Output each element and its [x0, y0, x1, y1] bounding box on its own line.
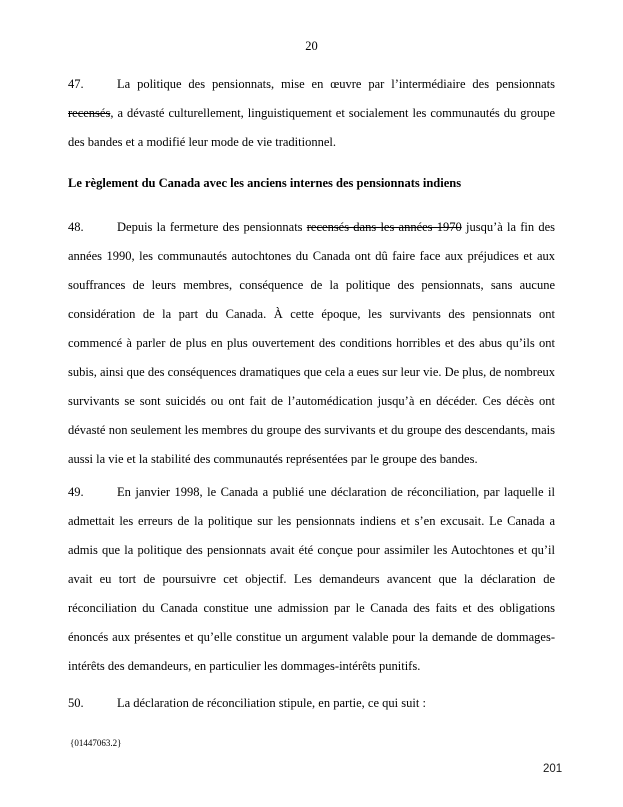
- paragraph-50: [68, 689, 555, 718]
- text-run: Depuis la fermeture des pensionnats: [117, 220, 307, 234]
- paragraph-50-number: 50.: [68, 696, 84, 710]
- paragraph-49-text: [68, 485, 555, 673]
- paragraph-48-text: [68, 220, 555, 466]
- page-stamp-number: 201: [543, 763, 563, 775]
- page-number-header: 20: [305, 39, 318, 53]
- struck-text-run: recensés: [68, 106, 111, 120]
- text-run: , a dévasté culturellement, linguistiquement et socialement les communautés du groupe des bandes et a modifié leur mode de vie traditionnel.: [68, 106, 555, 149]
- paragraph-49: [68, 478, 555, 681]
- paragraph-49-number: 49.: [68, 485, 84, 499]
- text-run: jusqu’à la fin des années 1990, les communautés autochtones du Canada ont dû faire face aux préjudices et aux souffrances de leurs membres, conséquence de la politique des pensionnats, sans aucune considération de la part du Canada. À cette époque, les survivants des pensionnats ont commencé à parler de plus en plus ouvertement des conditions horribles et des abus qu’ils ont subis, ainsi que des conséquences dramatiques que cela a eues sur leur vie. De plus, de nombreux survivants se sont suicidés ou ont fait de l’automédication jusqu’à en décéder. Ces décès ont dévasté non seulement les membres du groupe des survivants et du groupe des descendants, mais aussi la vie et la stabilité des communautés représentées par le groupe des bandes.: [68, 220, 556, 466]
- paragraph-50-text: [117, 696, 426, 710]
- paragraph-47-text: [68, 77, 555, 149]
- struck-text-run: recensés dans les années 1970: [306, 220, 462, 234]
- paragraph-47-number: 47.: [68, 77, 84, 91]
- paragraph-47: [68, 70, 555, 157]
- paragraph-48-number: 48.: [68, 220, 84, 234]
- text-run: En janvier 1998, le Canada a publié une déclaration de réconciliation, par laquelle il admettait les erreurs de la politique sur les pensionnats indiens et s’en excusait. Le Canada a admis que la politique des pensionnats avait été conçue pour assimiler les Autochtones et qu’il avait eu tort de poursuivre cet objectif. Les demandeurs avancent que la déclaration de réconciliation du Canada constitue une admission par le Canada des faits et des obligations énoncés aux présentes et qu’elle constitue un argument valable pour la demande de dommages-intérêts des demandeurs, en particulier les dommages-intérêts punitifs.: [68, 485, 555, 673]
- paragraph-48: [68, 213, 555, 474]
- text-run: La déclaration de réconciliation stipule, en partie, ce qui suit :: [117, 696, 426, 710]
- document-control-number: {01447063.2}: [70, 738, 122, 748]
- text-run: La politique des pensionnats, mise en œuvre par l’intermédiaire des pensionnats: [117, 77, 555, 91]
- section-heading: Le règlement du Canada avec les anciens internes des pensionnats indiens: [68, 176, 462, 190]
